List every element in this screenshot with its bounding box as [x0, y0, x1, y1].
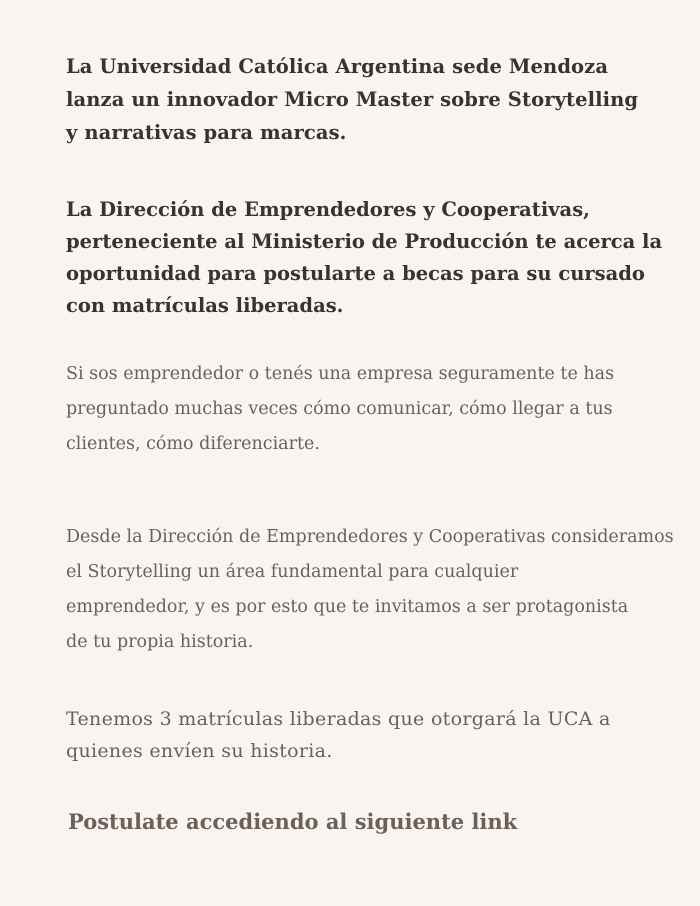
paragraph-question: Si sos emprendedor o tenés una empresa seguramente te has preguntado muchas veces cómo comunicar, cómo llegar a tus clientes, cómo diferenciarte.	[66, 364, 615, 454]
paragraph-scholarships: Tenemos 3 matrículas liberadas que otorgará la UCA a quienes envíen su historia.	[66, 708, 611, 762]
paragraph-invitation: Desde la Dirección de Emprendedores y Cooperativas consideramos el Storytelling un área fundamental para cualquier emprendedor, y es por esto que te invitamos a ser protagonista de tu propia historia.	[66, 527, 674, 652]
intro-heading: La Universidad Católica Argentina sede Mendoza lanza un innovador Micro Master sobre Storytelling y narrativas para marcas.	[66, 55, 639, 144]
ministry-heading: La Dirección de Emprendedores y Cooperativas, perteneciente al Ministerio de Producción te acerca la oportunidad para postularte a becas para su cursado con matrículas liberadas.	[66, 198, 663, 317]
apply-link[interactable]: Postulate accediendo al siguiente link	[68, 809, 518, 834]
